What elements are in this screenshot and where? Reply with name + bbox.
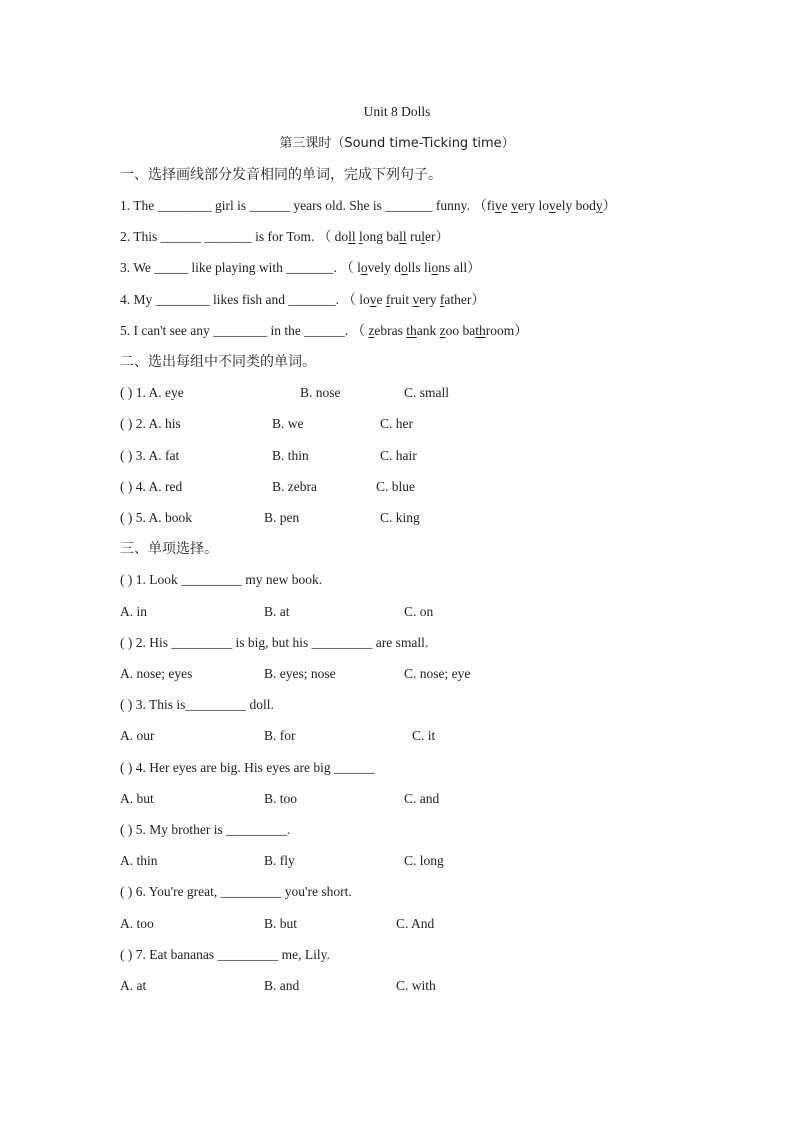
s2-q2-option-a: ( ) 2. A. his bbox=[120, 416, 181, 431]
s3-q5-option-a: A. thin bbox=[120, 853, 158, 868]
s1-q4-word-3: very bbox=[412, 292, 437, 307]
s3-question-2: ( ) 2. His _________ is big, but his _________ are small. bbox=[120, 635, 429, 650]
s1-q5-word-2: thank bbox=[406, 323, 437, 338]
s2-q3-option-b: B. thin bbox=[272, 448, 309, 463]
s3-q2-option-b: B. eyes; nose bbox=[264, 666, 336, 681]
s1-question-5 bbox=[120, 323, 528, 339]
s1-q1-word-1: five bbox=[486, 198, 508, 213]
s1-q5-word-4: bathroom） bbox=[462, 323, 528, 338]
page-subtitle: 第三课时（Sound time-Ticking time） bbox=[279, 136, 515, 151]
s1-q1-word-4: body） bbox=[575, 198, 617, 213]
s3-question-1: ( ) 1. Look _________ my new book. bbox=[120, 572, 323, 587]
s3-question-5: ( ) 5. My brother is _________. bbox=[120, 822, 291, 837]
s2-q5-option-a: ( ) 5. A. book bbox=[120, 510, 192, 525]
s1-question-1 bbox=[120, 198, 616, 214]
s2-q2-option-c: C. her bbox=[380, 416, 413, 431]
s1-q2-text: 2. This ______ _______ is for Tom. （ bbox=[120, 229, 335, 244]
section-3-heading: 三、单项选择。 bbox=[120, 541, 218, 557]
s1-q1-word-2: very bbox=[511, 198, 536, 213]
s3-q3-option-c: C. it bbox=[412, 728, 436, 743]
s3-q4-option-a: A. but bbox=[120, 791, 154, 806]
s3-q6-option-b: B. but bbox=[264, 916, 298, 931]
s1-question-3 bbox=[120, 260, 481, 276]
s1-q1-text: 1. The ________ girl is ______ years old. She is _______ funny. （ bbox=[120, 198, 487, 213]
s3-q7-option-c: C. with bbox=[396, 978, 436, 993]
s2-q4-option-a: ( ) 4. A. red bbox=[120, 479, 183, 494]
s2-q2-option-b: B. we bbox=[272, 416, 304, 431]
s2-q1-option-a: ( ) 1. A. eye bbox=[120, 385, 184, 400]
s1-q3-word-3: lions bbox=[423, 260, 451, 275]
s3-q1-option-b: B. at bbox=[264, 604, 290, 619]
s1-q3-word-2: dolls bbox=[394, 260, 421, 275]
section-1-heading: 一、选择画线部分发音相同的单词，完成下列句子。 bbox=[120, 167, 442, 183]
s3-q5-option-c: C. long bbox=[404, 853, 444, 868]
s2-q5-option-b: B. pen bbox=[264, 510, 300, 525]
s1-q2-word-1: doll bbox=[334, 229, 356, 244]
s1-q4-word-4: father） bbox=[439, 292, 485, 307]
s3-q7-option-b: B. and bbox=[264, 978, 300, 993]
s3-q1-option-a: A. in bbox=[120, 604, 147, 619]
s3-q3-option-b: B. for bbox=[264, 728, 296, 743]
s3-q4-option-c: C. and bbox=[404, 791, 440, 806]
s3-question-7: ( ) 7. Eat bananas _________ me, Lily. bbox=[120, 947, 330, 962]
s3-q4-option-b: B. too bbox=[264, 791, 298, 806]
s1-q4-text: 4. My ________ likes fish and _______. （ bbox=[120, 292, 360, 307]
s2-q3-option-a: ( ) 3. A. fat bbox=[120, 448, 180, 463]
s1-q4-word-2: fruit bbox=[385, 292, 410, 307]
s1-q5-text: 5. I can't see any ________ in the ______. （ bbox=[120, 323, 369, 338]
s2-q4-option-b: B. zebra bbox=[272, 479, 317, 494]
s2-q5-option-c: C. king bbox=[380, 510, 420, 525]
s3-q6-option-a: A. too bbox=[120, 916, 154, 931]
s2-q1-option-b: B. nose bbox=[300, 385, 341, 400]
s1-q3-word-4: all） bbox=[453, 260, 481, 275]
s3-q7-option-a: A. at bbox=[120, 978, 147, 993]
s1-q5-word-1: zebras bbox=[368, 323, 403, 338]
s3-q5-option-b: B. fly bbox=[264, 853, 295, 868]
s2-q1-option-c: C. small bbox=[404, 385, 450, 400]
s3-question-6: ( ) 6. You're great, _________ you're short. bbox=[120, 884, 352, 899]
s1-q3-word-1: lovely bbox=[357, 260, 391, 275]
s1-question-2 bbox=[120, 229, 449, 245]
s1-question-4 bbox=[120, 292, 485, 308]
s3-q2-option-c: C. nose; eye bbox=[404, 666, 471, 681]
s1-q3-text: 3. We _____ like playing with _______. （ bbox=[120, 260, 358, 275]
s1-q2-word-3: ball bbox=[386, 229, 407, 244]
s1-q5-word-3: zoo bbox=[439, 323, 460, 338]
section-2-heading: 二、选出每组中不同类的单词。 bbox=[120, 354, 316, 370]
s2-q4-option-c: C. blue bbox=[376, 479, 415, 494]
page-title: Unit 8 Dolls bbox=[363, 104, 431, 119]
s3-question-3: ( ) 3. This is_________ doll. bbox=[120, 697, 274, 712]
s3-question-4: ( ) 4. Her eyes are big. His eyes are big ______ bbox=[120, 760, 375, 775]
s2-q3-option-c: C. hair bbox=[380, 448, 417, 463]
s1-q2-word-4: ruler） bbox=[410, 229, 450, 244]
s3-q6-option-c: C. And bbox=[396, 916, 435, 931]
s1-q2-word-2: long bbox=[358, 229, 383, 244]
s3-q3-option-a: A. our bbox=[120, 728, 155, 743]
s3-q1-option-c: C. on bbox=[404, 604, 434, 619]
s3-q2-option-a: A. nose; eyes bbox=[120, 666, 193, 681]
s1-q4-word-1: love bbox=[359, 292, 383, 307]
s1-q1-word-3: lovely bbox=[538, 198, 573, 213]
